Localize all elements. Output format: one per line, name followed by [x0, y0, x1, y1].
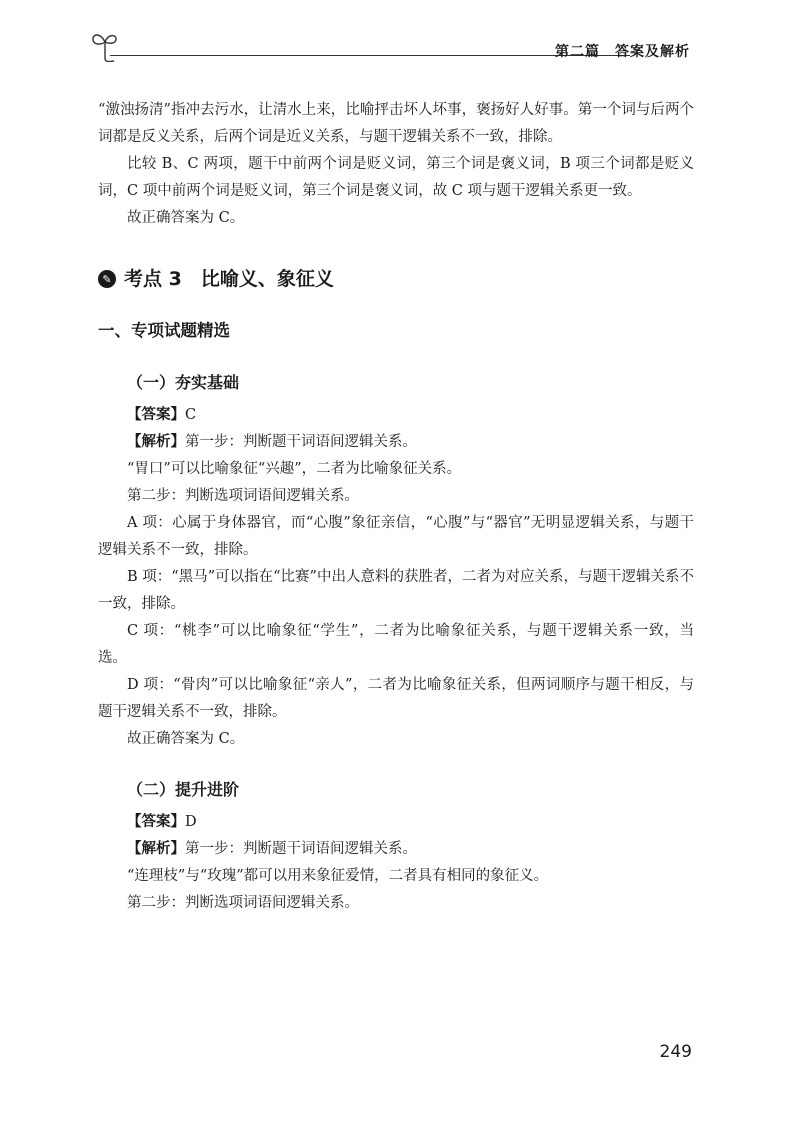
part1-line: 第二步：判断选项词语间逻辑关系。	[127, 488, 359, 504]
intro-paragraph-3: 故正确答案为 C。	[127, 210, 245, 226]
part1-line: 故正确答案为 C。	[127, 731, 245, 747]
section-heading: 一、专项试题精选	[98, 321, 230, 340]
point-title: 考点 3 比喻义、象征义	[124, 268, 334, 290]
page-number: 249	[659, 1042, 692, 1062]
pencil-icon: ✎	[98, 270, 116, 288]
header-rule	[110, 55, 630, 56]
page-header	[90, 28, 690, 68]
part1-line: D 项：“骨肉”可以比喻象征“亲人”，二者为比喻象征关系，但两词顺序与题干相反，与题干逻辑关系不一致，排除。	[98, 677, 694, 720]
intro-paragraph-1: “激浊扬清”指冲去污水，让清水上来，比喻抨击坏人坏事，褒扬好人好事。第一个词与后两个词都是反义关系，后两个词是近义关系，与题干逻辑关系不一致，排除。	[98, 102, 694, 145]
analysis-step-1: 第一步：判断题干词语间逻辑关系。	[185, 841, 417, 857]
part1-line: A 项：心属于身体器官，而“心腹”象征亲信，“心腹”与“器官”无明显逻辑关系，与题干逻辑关系不一致，排除。	[98, 515, 694, 558]
part1-line: C 项：“桃李”可以比喻象征“学生”，二者为比喻象征关系，与题干逻辑关系一致，当选。	[98, 623, 694, 666]
analysis-tag: 【解析】	[127, 841, 185, 857]
part2-answer	[98, 809, 694, 836]
part2-analysis	[98, 836, 694, 863]
point-heading	[98, 264, 694, 294]
answer-tag: 【答案】	[127, 407, 185, 423]
answer-value: C	[185, 407, 197, 423]
part1-line: B 项：“黑马”可以指在“比赛”中出人意料的获胜者，二者为对应关系，与题干逻辑关系不一致，排除。	[98, 569, 694, 612]
part1-line: “胃口”可以比喻象征“兴趣”，二者为比喻象征关系。	[127, 461, 462, 477]
part1-heading: （一）夯实基础	[127, 373, 240, 392]
sprout-icon	[90, 28, 120, 62]
answer-value: D	[185, 814, 197, 830]
analysis-tag: 【解析】	[127, 434, 185, 450]
page-content	[98, 97, 694, 917]
part1-answer	[98, 402, 694, 429]
intro-paragraph-2: 比较 B、C 两项，题干中前两个词是贬义词，第三个词是褒义词，B 项三个词都是贬义词，C 项中前两个词是贬义词，第三个词是褒义词，故 C 项与题干逻辑关系更一致。	[98, 156, 694, 199]
analysis-step-1: 第一步：判断题干词语间逻辑关系。	[185, 434, 417, 450]
answer-tag: 【答案】	[127, 814, 185, 830]
part2-heading: （二）提升进阶	[127, 780, 240, 799]
part2-line: 第二步：判断选项词语间逻辑关系。	[127, 895, 359, 911]
header-title: 第二篇 答案及解析	[555, 44, 690, 60]
part2-line: “连理枝”与“玫瑰”都可以用来象征爱情，二者具有相同的象征义。	[127, 868, 549, 884]
part1-analysis	[98, 429, 694, 456]
